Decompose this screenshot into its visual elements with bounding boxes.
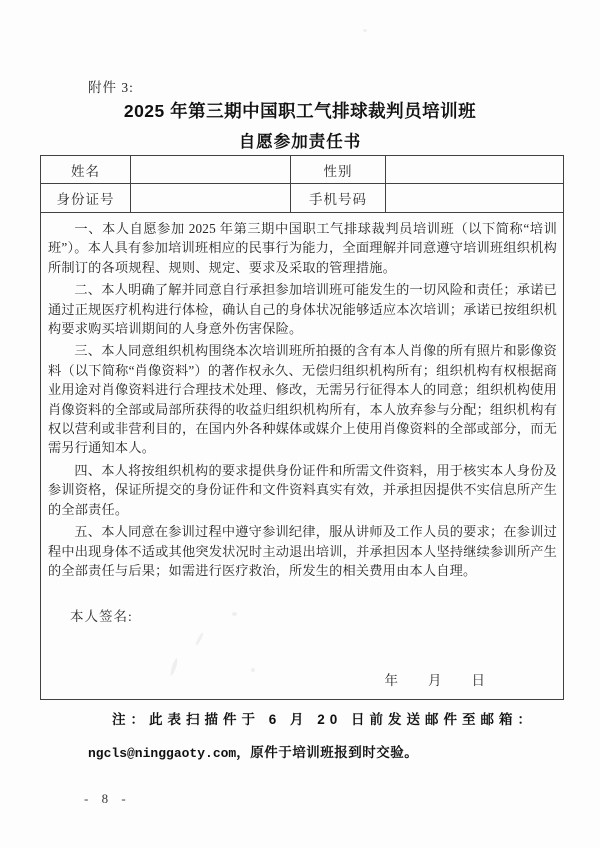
phone-value-cell [386,184,563,212]
note-block [40,708,564,761]
form-row-id-phone [41,184,563,212]
name-value-cell [131,156,291,184]
gender-value-cell [386,156,563,184]
note-line-2 [40,741,564,761]
page-number: - 8 - [84,791,131,806]
form-row-name-gender [41,156,563,184]
date-line [48,669,557,689]
term-paragraph-5: 五、本人同意在参训过程中遵守参训纪律，服从讲师及工作人员的要求；在参训过程中出现身体不适或其他突发状况时主动退出培训，并承担因本人坚持继续参训所产生的全部责任与后果；如需进行医疗救治，所发生的相关费用由本人自理。 [48,524,557,578]
year-label: 年 [384,673,398,689]
term-paragraph-3: 三、本人同意组织机构围绕本次培训班所拍摄的含有本人肖像的所有照片和影像资料（以下简称“肖像资料”）的著作权永久、无偿归组织机构所有；组织机构有权根据商业用途对肖像资料进行合理技术处理、修改，无需另行征得本人的同意；组织机构使用肖像资料的全部或局部所获得的收益归组织机构所有，本人放弃参与分配；组织机构有权以营利或非营利目的，在国内外各种媒体或媒介上使用肖像资料的全部或部分，而无需另行通知本人。 [48,343,557,456]
gender-label-cell: 性别 [291,156,386,184]
phone-label-cell: 手机号码 [291,184,386,212]
contact-email: ngcls@ninggaoty.com [88,746,237,761]
terms-section [41,212,563,699]
term-paragraph-1: 一、本人自愿参加 2025 年第三期中国职工气排球裁判员培训班（以下简称“培训班”）。本人具有参加培训班相应的民事行为能力，全面理解并同意遵守培训班组织机构所制订的各项规程、规则、规定、要求及采取的管理措施。 [48,221,557,275]
term-paragraph-4: 四、本人将按组织机构的要求提供身份证件和所需文件资料，用于核实本人身份及参训资格，保证所提交的身份证件和文件资料真实有效，并承担因提供不实信息所产生的全部责任。 [48,462,557,517]
signature-label: 本人签名: [70,609,133,625]
term-paragraph-2: 二、本人明确了解并同意自行承担参加培训班可能发生的一切风险和责任；承诺已通过正规医疗机构进行体检，确认自己的身体状况能够适应本次培训；承诺已按组织机构要求购买培训期间的人身意外伤害保险。 [48,282,557,337]
id-number-label-cell: 身份证号 [41,184,131,212]
document-subtitle: 自愿参加责任书 [238,133,362,151]
note-line-1: 注：此表扫描件于 6 月 20 日前发送邮件至邮箱： [112,712,537,727]
id-number-value-cell [131,184,291,212]
note-line-2-suffix: ，原件于培训班报到时交验。 [236,745,419,760]
month-label: 月 [428,673,442,689]
scan-artifact [363,29,367,32]
scan-artifact [232,612,237,616]
scan-artifact [251,668,255,672]
document-title: 2025 年第三期中国职工气排球裁判员培训班 [123,101,477,121]
day-label: 日 [471,673,485,689]
responsibility-form-table [40,155,564,700]
name-label-cell: 姓名 [41,156,131,184]
attachment-label: 附件 3: [88,80,134,95]
